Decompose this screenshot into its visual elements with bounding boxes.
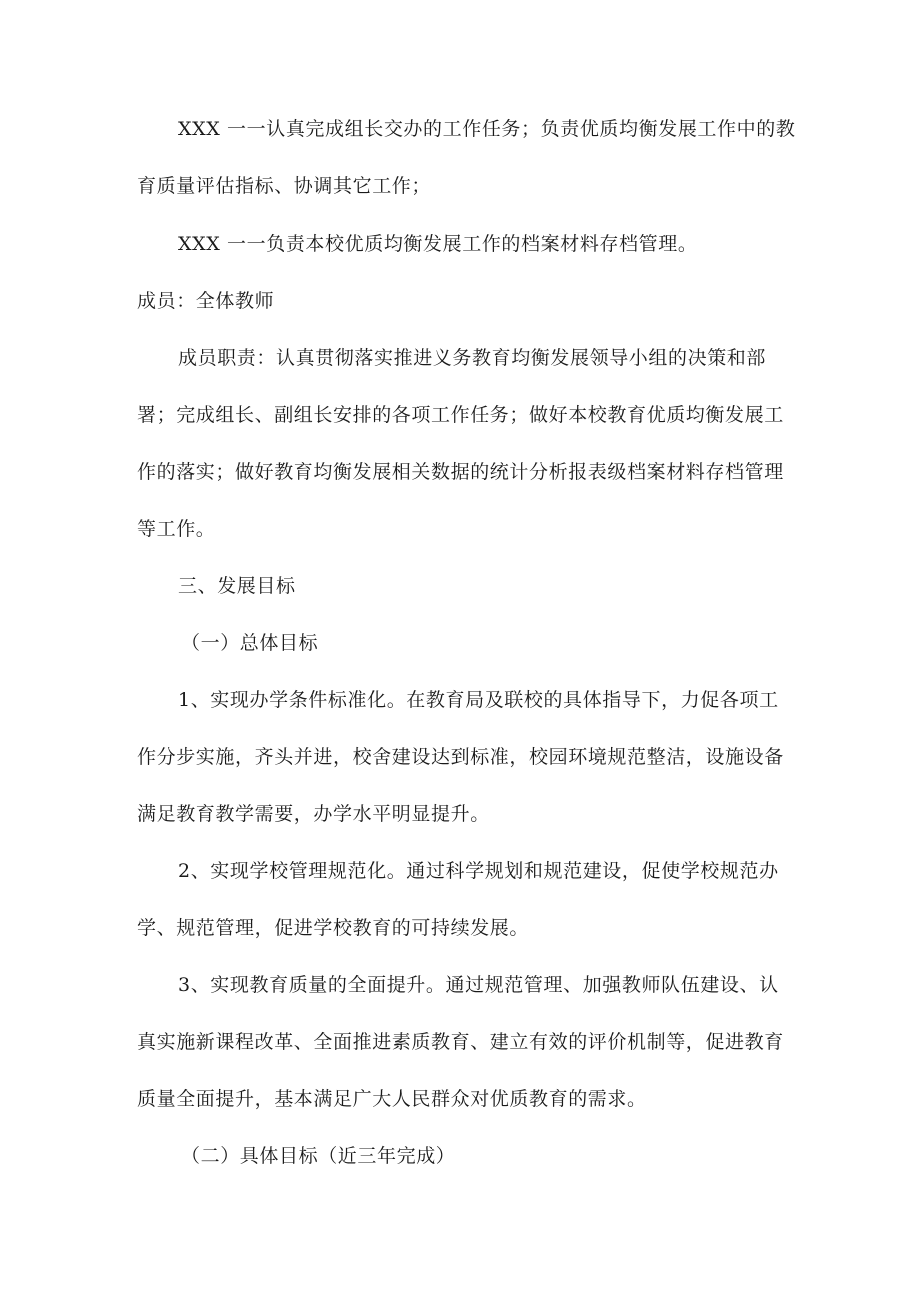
paragraph-line: 质量全面提升，基本满足广大人民群众对优质教育的需求。: [137, 1088, 647, 1110]
section-heading: 三、发展目标: [178, 575, 296, 597]
paragraph-line: 真实施新课程改革、全面推进素质教育、建立有效的评价机制等，促进教育: [137, 1031, 784, 1053]
subsection-heading: （一）总体目标: [181, 632, 319, 654]
paragraph-line: 3、实现教育质量的全面提升。通过规范管理、加强教师队伍建设、认: [178, 974, 779, 996]
paragraph-line: 成员职责：认真贯彻落实推进义务教育均衡发展领导小组的决策和部: [178, 347, 767, 369]
paragraph-line: 作分步实施，齐头并进，校舍建设达到标准，校园环境规范整洁，设施设备: [137, 746, 784, 768]
paragraph-line: 等工作。: [137, 518, 216, 540]
paragraph-line: 成员：全体教师: [137, 290, 275, 312]
subsection-heading: （二）具体目标（近三年完成）: [181, 1145, 456, 1167]
paragraph-line: 2、实现学校管理规范化。通过科学规划和规范建设，促使学校规范办: [178, 860, 779, 882]
paragraph-line: 署；完成组长、副组长安排的各项工作任务；做好本校教育优质均衡发展工: [137, 404, 784, 426]
paragraph-line: 满足教育教学需要，办学水平明显提升。: [137, 803, 490, 825]
paragraph-line: 1、实现办学条件标准化。在教育局及联校的具体指导下，力促各项工: [178, 689, 779, 711]
paragraph-line: 作的落实；做好教育均衡发展相关数据的统计分析报表级档案材料存档管理: [137, 461, 784, 483]
paragraph-line: 育质量评估指标、协调其它工作；: [137, 175, 432, 197]
paragraph-line: 学、规范管理，促进学校教育的可持续发展。: [137, 917, 530, 939]
paragraph-line: XXX 一一负责本校优质均衡发展工作的档案材料存档管理。: [178, 233, 698, 255]
paragraph-line: XXX 一一认真完成组长交办的工作任务；负责优质均衡发展工作中的教: [178, 118, 796, 140]
